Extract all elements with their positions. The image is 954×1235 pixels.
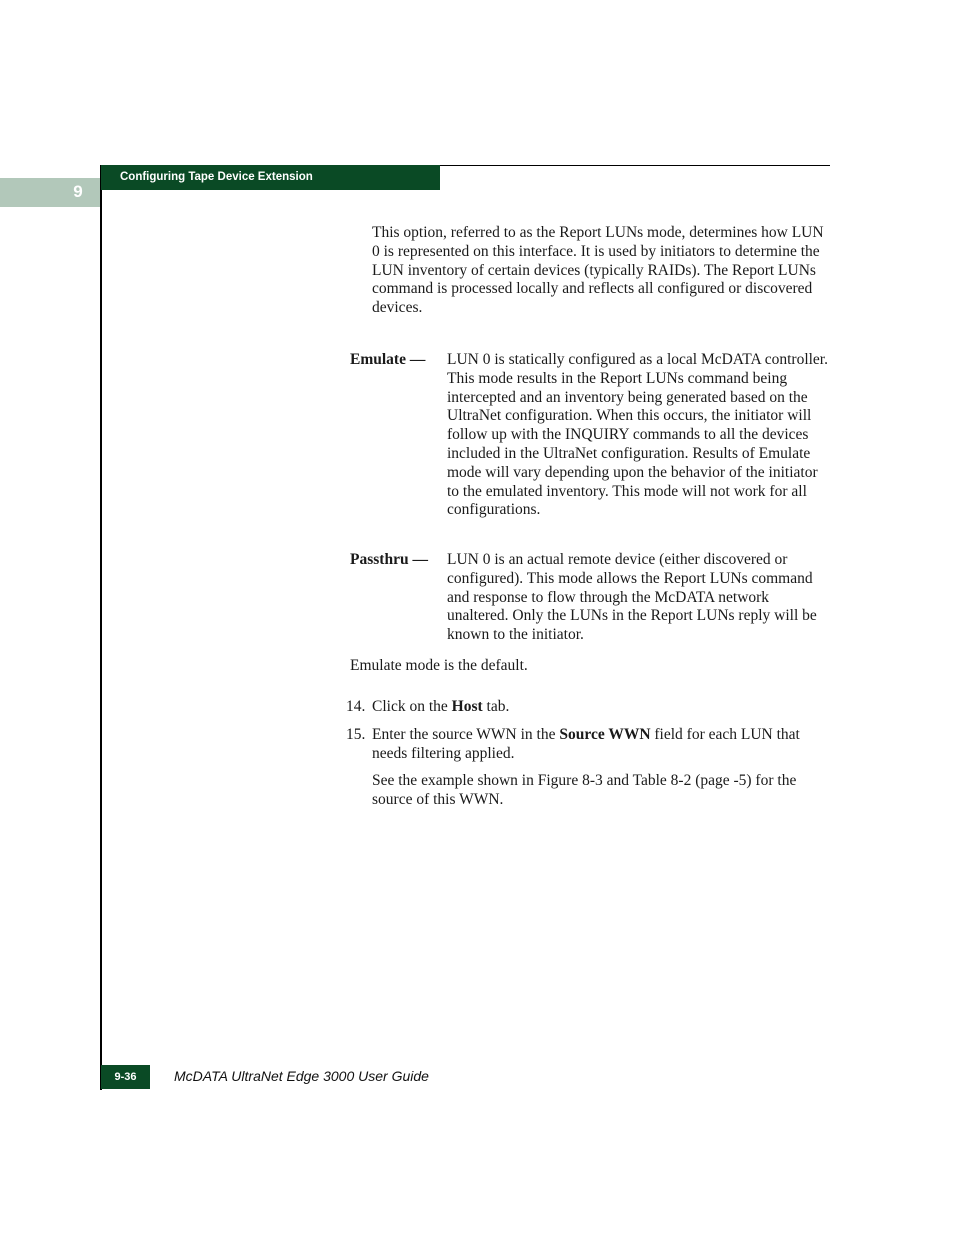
step-15-text-before: Enter the source WWN in the xyxy=(372,726,560,743)
term-passthru: Passthru — xyxy=(350,551,428,568)
definition-emulate: LUN 0 is statically configured as a local McDATA controller. This mode results in the Report LUNs command being intercepted and an inventory being generated based on the UltraNet configuration. When this occurs, the initiator will follow up with the INQUIRY commands to all the devices included in the UltraNet configuration. Results of Emulate mode will vary depending upon the behavior of the initiator to the emulated inventory. This mode will not work for all configurations. xyxy=(447,351,828,519)
step-14-text xyxy=(372,698,832,717)
intro-paragraph: This option, referred to as the Report LUNs mode, determines how LUN 0 is represented on this interface. It is used by initiators to determine the LUN inventory of certain devices (typically RAIDs). The Report LUNs command is processed locally and reflects all configured or discovered devices. xyxy=(372,224,824,317)
step-14-text-after: tab. xyxy=(482,698,510,715)
term-emulate: Emulate — xyxy=(350,351,426,368)
step-15-text xyxy=(372,726,832,764)
page-number: 9-36 xyxy=(114,1071,137,1083)
step-14-bold: Host xyxy=(451,698,483,715)
default-note: Emulate mode is the default. xyxy=(350,657,528,674)
section-title: Configuring Tape Device Extension xyxy=(120,171,313,183)
chapter-number: 9 xyxy=(73,182,83,201)
step-15-text-after: field for each LUN that needs filtering applied. xyxy=(372,726,800,762)
definition-passthru: LUN 0 is an actual remote device (either discovered or configured). This mode allows the Report LUNs command and response to flow through the McDATA network unaltered. Only the LUNs in the Report LUNs reply will be known to the initiator. xyxy=(447,551,817,644)
step-15-bold: Source WWN xyxy=(559,726,651,743)
step-14-number: 14. xyxy=(346,698,366,715)
document-title: McDATA UltraNet Edge 3000 User Guide xyxy=(174,1068,429,1084)
step-15-number: 15. xyxy=(346,726,366,743)
step-note: See the example shown in Figure 8-3 and Table 8-2 (page -5) for the source of this WWN. xyxy=(372,772,797,808)
step-14-text-before: Click on the xyxy=(372,698,452,715)
margin-rule xyxy=(100,165,102,1090)
